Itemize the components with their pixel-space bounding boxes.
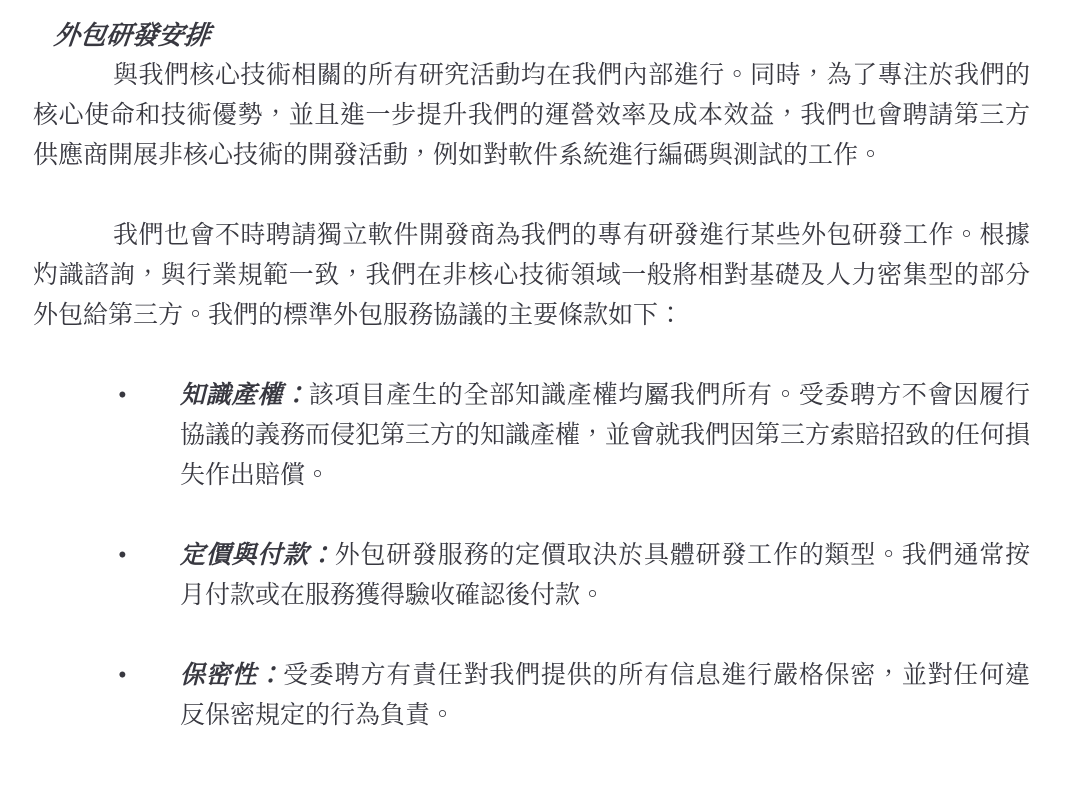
bullet-icon: • xyxy=(118,382,127,409)
title-row xyxy=(33,16,1030,56)
bullet-icon: • xyxy=(118,662,127,689)
bullet-text-intellectual-property: 該項目產生的全部知識產權均屬我們所有。受委聘方不會因履行協議的義務而侵犯第三方的知識產權，並會就我們因第三方索賠招致的任何損失作出賠償。 xyxy=(180,382,1031,489)
paragraph-outsourcing-terms-intro: 我們也會不時聘請獨立軟件開發商為我們的專有研發進行某些外包研發工作。根據灼識諮詢，與行業規範一致，我們在非核心技術領域一般將相對基礎及人力密集型的部分外包給第三方。我們的標準外包服務協議的主要條款如下： xyxy=(33,222,1030,329)
page-title: 外包研發安排 xyxy=(52,21,212,50)
bullet-text-confidentiality: 受委聘方有責任對我們提供的所有信息進行嚴格保密，並對任何違反保密規定的行為負責。 xyxy=(180,662,1030,729)
bullet-lead-intellectual-property: 知識產權： xyxy=(180,382,309,409)
bullet-item-pricing-payment xyxy=(33,536,1030,616)
bullet-item-intellectual-property xyxy=(33,376,1030,496)
bullet-text-pricing-payment: 外包研發服務的定價取決於具體研發工作的類型。我們通常按月付款或在服務獲得驗收確認後付款。 xyxy=(180,542,1030,609)
bullet-item-confidentiality xyxy=(33,656,1030,736)
bullet-lead-pricing-payment: 定價與付款： xyxy=(180,542,335,569)
paragraph-research-inhouse: 與我們核心技術相關的所有研究活動均在我們內部進行。同時，為了專注於我們的核心使命和技術優勢，並且進一步提升我們的運營效率及成本效益，我們也會聘請第三方供應商開展非核心技術的開發活動，例如對軟件系統進行編碼與測試的工作。 xyxy=(33,62,1030,169)
bullet-icon: • xyxy=(118,542,127,569)
bullet-lead-confidentiality: 保密性： xyxy=(180,662,284,689)
